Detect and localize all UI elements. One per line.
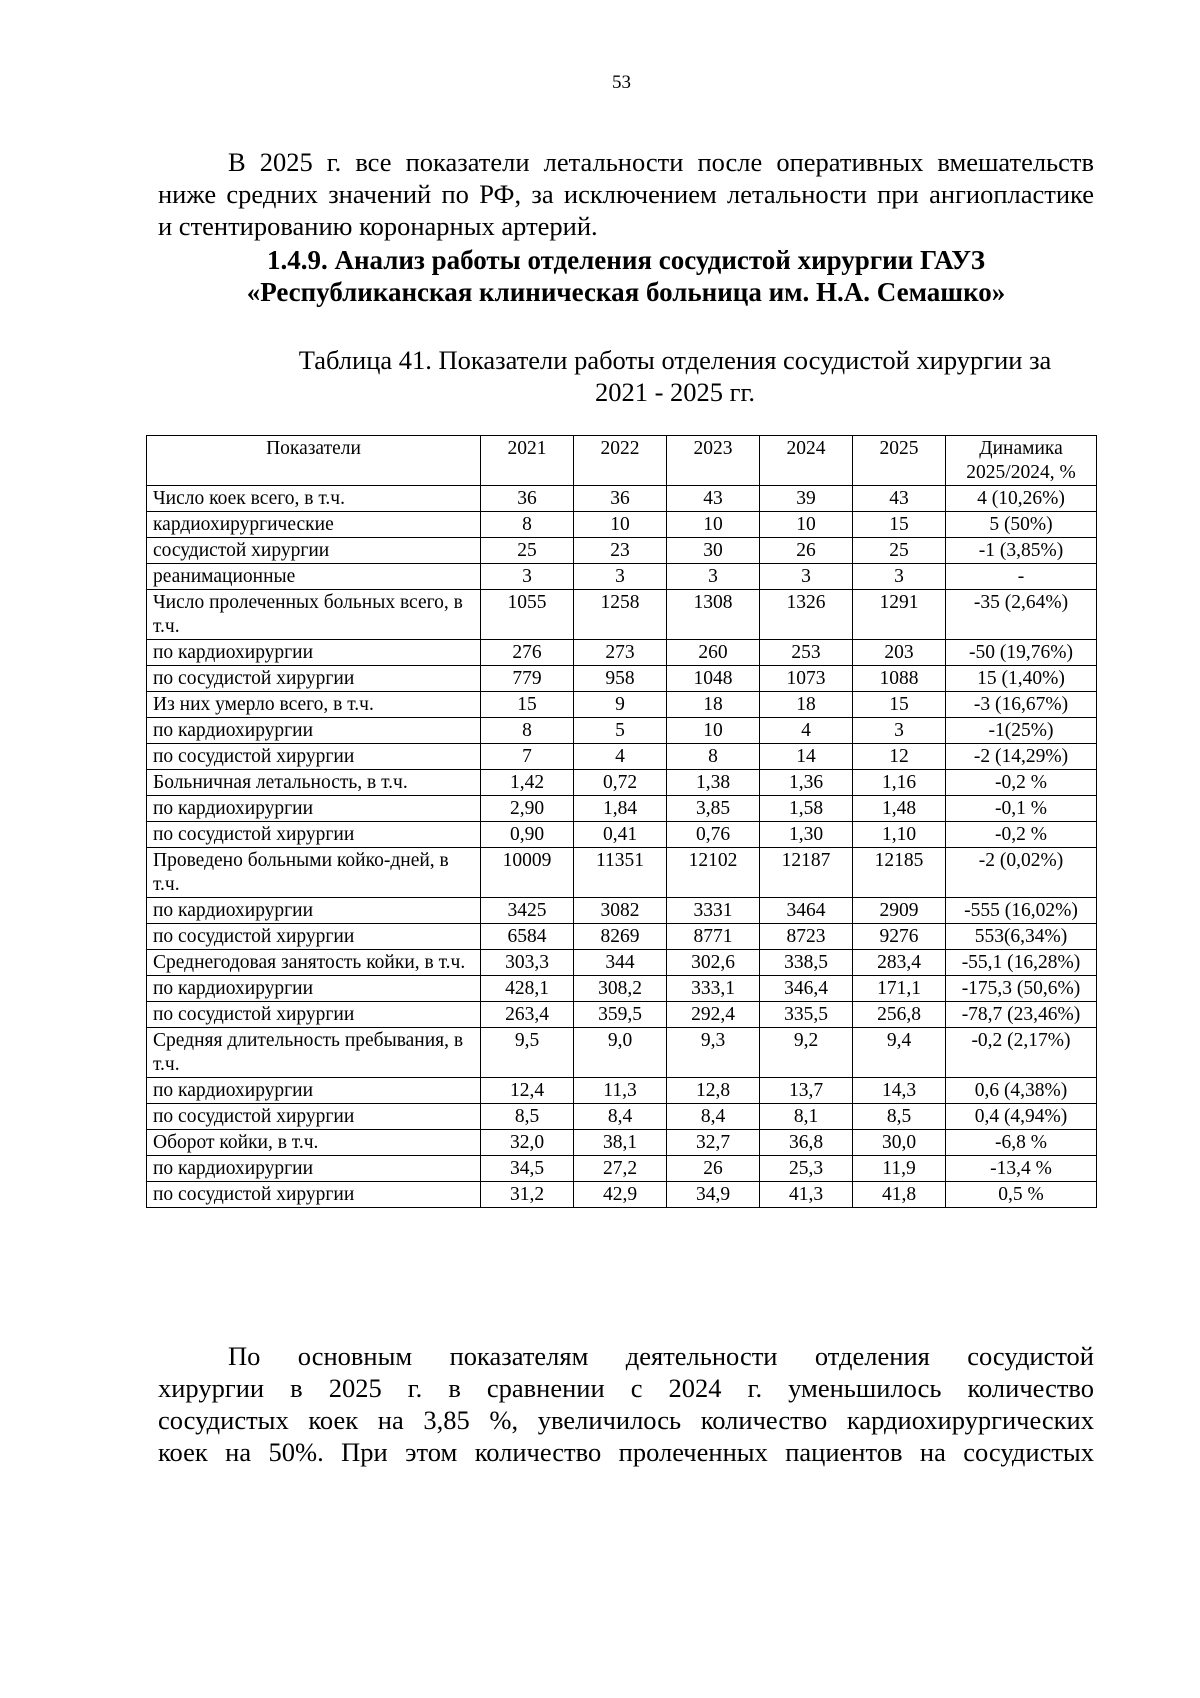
dynamics-cell: -175,3 (50,6%) [946,976,1097,1002]
dynamics-cell: 0,5 % [946,1182,1097,1208]
column-header-2022: 2022 [574,436,667,486]
value-cell: 15 [481,692,574,718]
value-cell: 11351 [574,848,667,898]
value-cell: 1,38 [667,770,760,796]
table-caption-line: 2021 - 2025 гг. [594,377,756,407]
row-label-cell: Из них умерло всего, в т.ч. [147,692,481,718]
table-row [147,718,1097,744]
value-cell: 9,3 [667,1028,760,1078]
table-row [147,924,1097,950]
value-cell: 171,1 [853,976,946,1002]
value-cell: 38,1 [574,1130,667,1156]
dynamics-cell: 5 (50%) [946,512,1097,538]
value-cell: 43 [853,486,946,512]
value-cell: 3 [667,564,760,590]
row-label-cell: сосудистой хирургии [147,538,481,564]
value-cell: 32,7 [667,1130,760,1156]
value-cell: 203 [853,640,946,666]
value-cell: 18 [667,692,760,718]
section-heading-line: «Республиканская клиническая больница им. Н.А. Семашко» [246,277,1006,307]
indicators-table [146,435,1097,1208]
dynamics-cell: -55,1 (16,28%) [946,950,1097,976]
table-caption-line: Таблица 41. Показатели работы отделения сосудистой хирургии за [298,345,1052,375]
value-cell: 335,5 [760,1002,853,1028]
value-cell: 8,4 [574,1104,667,1130]
value-cell: 333,1 [667,976,760,1002]
dynamics-cell: -3 (16,67%) [946,692,1097,718]
dynamics-cell: 553(6,34%) [946,924,1097,950]
row-label-cell: по сосудистой хирургии [147,666,481,692]
row-label-cell: Больничная летальность, в т.ч. [147,770,481,796]
row-label-cell: по сосудистой хирургии [147,744,481,770]
value-cell: 14 [760,744,853,770]
row-label-cell: Среднегодовая занятость койки, в т.ч. [147,950,481,976]
table-row [147,564,1097,590]
row-label-cell: по кардиохирургии [147,898,481,924]
dynamics-cell: -555 (16,02%) [946,898,1097,924]
table-row [147,512,1097,538]
section-heading [158,244,1094,308]
value-cell: 30,0 [853,1130,946,1156]
value-cell: 3 [574,564,667,590]
conclusion-line: коек на 50%. При этом количество пролеченных пациентов на сосудистых [158,1437,1094,1467]
value-cell: 23 [574,538,667,564]
intro-line: В 2025 г. все показатели летальности после оперативных вмешательств [228,147,1094,177]
value-cell: 8771 [667,924,760,950]
value-cell: 3 [853,564,946,590]
column-header-indicator: Показатели [147,436,481,486]
value-cell: 256,8 [853,1002,946,1028]
value-cell: 41,8 [853,1182,946,1208]
value-cell: 4 [574,744,667,770]
dynamics-cell: -6,8 % [946,1130,1097,1156]
value-cell: 1,42 [481,770,574,796]
value-cell: 276 [481,640,574,666]
value-cell: 41,3 [760,1182,853,1208]
row-label-cell: по кардиохирургии [147,718,481,744]
value-cell: 36 [481,486,574,512]
table-row [147,486,1097,512]
value-cell: 25 [853,538,946,564]
value-cell: 12,8 [667,1078,760,1104]
table-row [147,1130,1097,1156]
value-cell: 10 [574,512,667,538]
value-cell: 3 [760,564,853,590]
value-cell: 25 [481,538,574,564]
value-cell: 13,7 [760,1078,853,1104]
value-cell: 9,0 [574,1028,667,1078]
table-header-row [147,436,1097,486]
page-number: 53 [612,72,631,93]
table-row [147,976,1097,1002]
value-cell: 15 [853,512,946,538]
value-cell: 14,3 [853,1078,946,1104]
value-cell: 958 [574,666,667,692]
value-cell: 1055 [481,590,574,640]
row-label-cell: по кардиохирургии [147,1156,481,1182]
table-row [147,796,1097,822]
value-cell: 8,5 [853,1104,946,1130]
intro-line: и стентированию коронарных артерий. [158,211,598,241]
value-cell: 0,90 [481,822,574,848]
value-cell: 12102 [667,848,760,898]
table-row [147,692,1097,718]
conclusion-line: По основным показателям деятельности отделения сосудистой [228,1341,1094,1371]
dynamics-cell: -1 (3,85%) [946,538,1097,564]
column-header-2025: 2025 [853,436,946,486]
row-label-cell: по сосудистой хирургии [147,1182,481,1208]
value-cell: 42,9 [574,1182,667,1208]
table-row [147,1078,1097,1104]
value-cell: 3 [481,564,574,590]
value-cell: 253 [760,640,853,666]
row-label-cell: реанимационные [147,564,481,590]
value-cell: 0,72 [574,770,667,796]
column-header-dynamics: Динамика 2025/2024, % [946,436,1097,486]
table-row [147,538,1097,564]
dynamics-cell: - [946,564,1097,590]
column-header-2021: 2021 [481,436,574,486]
row-label-cell: по сосудистой хирургии [147,1104,481,1130]
value-cell: 32,0 [481,1130,574,1156]
table-row [147,1002,1097,1028]
dynamics-cell: -0,1 % [946,796,1097,822]
conclusion-line: хирургии в 2025 г. в сравнении с 2024 г. уменьшилось количество [158,1373,1094,1403]
value-cell: 779 [481,666,574,692]
row-label-cell: по сосудистой хирургии [147,822,481,848]
value-cell: 359,5 [574,1002,667,1028]
value-cell: 9 [574,692,667,718]
row-label-cell: Средняя длительность пребывания, в т.ч. [147,1028,481,1078]
value-cell: 428,1 [481,976,574,1002]
value-cell: 12187 [760,848,853,898]
column-header-2023: 2023 [667,436,760,486]
value-cell: 27,2 [574,1156,667,1182]
value-cell: 18 [760,692,853,718]
value-cell: 26 [667,1156,760,1182]
dynamics-cell: -0,2 % [946,822,1097,848]
value-cell: 1,48 [853,796,946,822]
value-cell: 3425 [481,898,574,924]
value-cell: 273 [574,640,667,666]
value-cell: 0,76 [667,822,760,848]
value-cell: 10 [667,512,760,538]
row-label-cell: кардиохирургические [147,512,481,538]
table-row [147,1156,1097,1182]
conclusion-paragraph [158,1340,1094,1468]
value-cell: 302,6 [667,950,760,976]
table-row [147,770,1097,796]
value-cell: 9276 [853,924,946,950]
value-cell: 283,4 [853,950,946,976]
dynamics-cell: -2 (14,29%) [946,744,1097,770]
value-cell: 12185 [853,848,946,898]
dynamics-cell: -1(25%) [946,718,1097,744]
value-cell: 9,5 [481,1028,574,1078]
value-cell: 1,36 [760,770,853,796]
value-cell: 1291 [853,590,946,640]
value-cell: 30 [667,538,760,564]
value-cell: 39 [760,486,853,512]
value-cell: 3331 [667,898,760,924]
table-row [147,640,1097,666]
table-body [147,486,1097,1208]
value-cell: 260 [667,640,760,666]
value-cell: 11,9 [853,1156,946,1182]
value-cell: 1,58 [760,796,853,822]
value-cell: 3,85 [667,796,760,822]
value-cell: 4 [760,718,853,744]
value-cell: 43 [667,486,760,512]
dynamics-cell: -13,4 % [946,1156,1097,1182]
table-row [147,1182,1097,1208]
table-row [147,898,1097,924]
value-cell: 308,2 [574,976,667,1002]
intro-line: ниже средних значений по РФ, за исключением летальности при ангиопластике [158,179,1094,209]
value-cell: 346,4 [760,976,853,1002]
dynamics-cell: -78,7 (23,46%) [946,1002,1097,1028]
value-cell: 1308 [667,590,760,640]
value-cell: 1088 [853,666,946,692]
value-cell: 9,2 [760,1028,853,1078]
value-cell: 6584 [481,924,574,950]
dynamics-cell: -35 (2,64%) [946,590,1097,640]
value-cell: 3082 [574,898,667,924]
row-label-cell: по кардиохирургии [147,1078,481,1104]
column-header-2024: 2024 [760,436,853,486]
dynamics-cell: 0,4 (4,94%) [946,1104,1097,1130]
row-label-cell: по сосудистой хирургии [147,1002,481,1028]
value-cell: 34,5 [481,1156,574,1182]
value-cell: 1326 [760,590,853,640]
section-heading-line: 1.4.9. Анализ работы отделения сосудистой хирургии ГАУЗ [266,245,986,275]
dynamics-cell: 15 (1,40%) [946,666,1097,692]
value-cell: 36,8 [760,1130,853,1156]
dynamics-cell: -0,2 (2,17%) [946,1028,1097,1078]
value-cell: 292,4 [667,1002,760,1028]
dynamics-cell: -0,2 % [946,770,1097,796]
value-cell: 26 [760,538,853,564]
conclusion-line: сосудистых коек на 3,85 %, увеличилось количество кардиохирургических [158,1405,1094,1435]
value-cell: 344 [574,950,667,976]
table-row [147,744,1097,770]
row-label-cell: Число коек всего, в т.ч. [147,486,481,512]
value-cell: 1073 [760,666,853,692]
table-row [147,1104,1097,1130]
value-cell: 11,3 [574,1078,667,1104]
value-cell: 8 [481,512,574,538]
value-cell: 303,3 [481,950,574,976]
dynamics-cell: 4 (10,26%) [946,486,1097,512]
intro-paragraph [158,146,1094,242]
value-cell: 10009 [481,848,574,898]
table-row [147,666,1097,692]
value-cell: 8,5 [481,1104,574,1130]
value-cell: 1258 [574,590,667,640]
value-cell: 9,4 [853,1028,946,1078]
value-cell: 338,5 [760,950,853,976]
table-row [147,1028,1097,1078]
value-cell: 12 [853,744,946,770]
value-cell: 10 [667,718,760,744]
row-label-cell: по кардиохирургии [147,796,481,822]
value-cell: 1048 [667,666,760,692]
value-cell: 15 [853,692,946,718]
value-cell: 3464 [760,898,853,924]
dynamics-cell: -2 (0,02%) [946,848,1097,898]
value-cell: 263,4 [481,1002,574,1028]
row-label-cell: Оборот койки, в т.ч. [147,1130,481,1156]
value-cell: 0,41 [574,822,667,848]
dynamics-cell: -50 (19,76%) [946,640,1097,666]
value-cell: 36 [574,486,667,512]
value-cell: 8,1 [760,1104,853,1130]
table-row [147,848,1097,898]
value-cell: 8 [667,744,760,770]
dynamics-cell: 0,6 (4,38%) [946,1078,1097,1104]
value-cell: 31,2 [481,1182,574,1208]
value-cell: 7 [481,744,574,770]
table-row [147,950,1097,976]
row-label-cell: по кардиохирургии [147,640,481,666]
value-cell: 3 [853,718,946,744]
value-cell: 8723 [760,924,853,950]
row-label-cell: по сосудистой хирургии [147,924,481,950]
row-label-cell: Проведено больными койко-дней, в т.ч. [147,848,481,898]
value-cell: 2,90 [481,796,574,822]
table-row [147,822,1097,848]
value-cell: 2909 [853,898,946,924]
value-cell: 1,30 [760,822,853,848]
value-cell: 1,16 [853,770,946,796]
row-label-cell: по кардиохирургии [147,976,481,1002]
row-label-cell: Число пролеченных больных всего, в т.ч. [147,590,481,640]
value-cell: 8 [481,718,574,744]
value-cell: 5 [574,718,667,744]
value-cell: 8,4 [667,1104,760,1130]
value-cell: 1,84 [574,796,667,822]
value-cell: 8269 [574,924,667,950]
table-row [147,590,1097,640]
value-cell: 34,9 [667,1182,760,1208]
value-cell: 1,10 [853,822,946,848]
value-cell: 10 [760,512,853,538]
value-cell: 12,4 [481,1078,574,1104]
table-caption [250,344,1100,408]
value-cell: 25,3 [760,1156,853,1182]
